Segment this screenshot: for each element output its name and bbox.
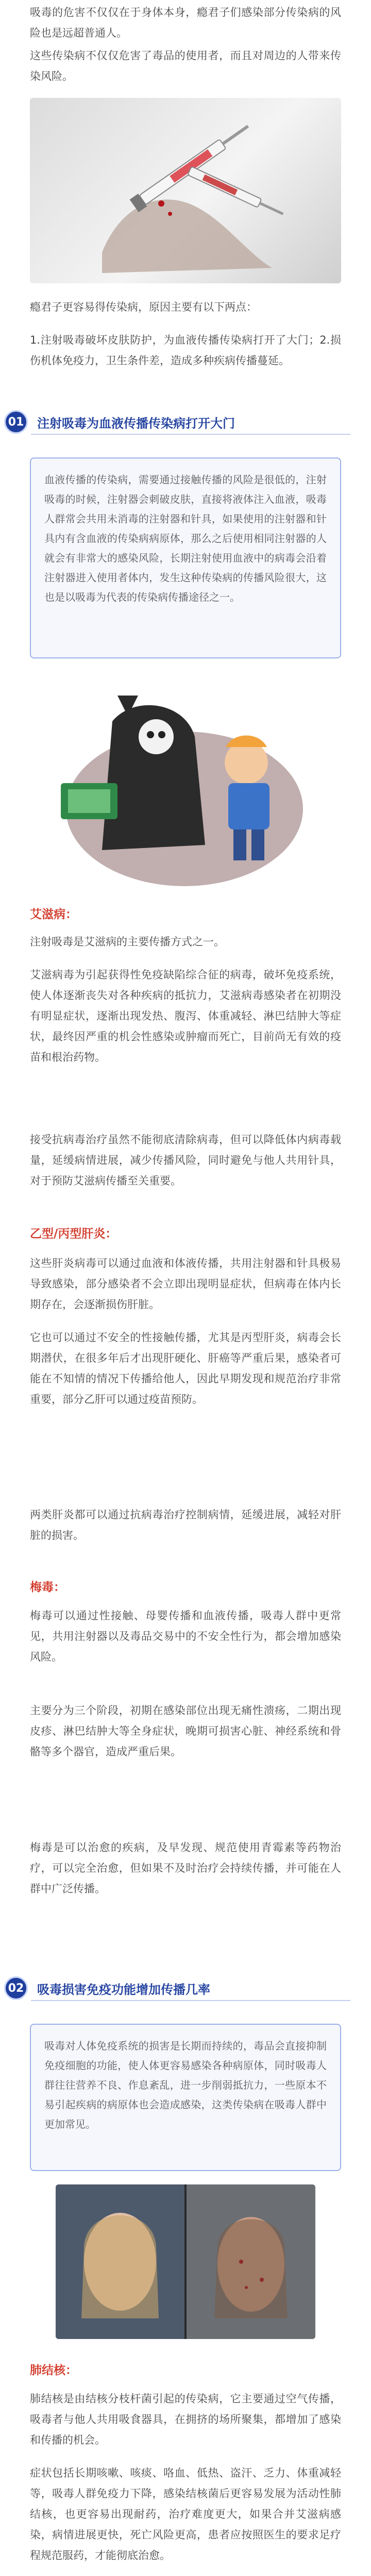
section-2-title: 吸毒损害免疫功能增加传播几率: [37, 1982, 210, 1997]
syphilis-paragraph-2: 主要分为三个阶段，初期在感染部位出现无痛性溃疡，二期出现皮疹、淋巴结肿大等全身症状，晚期可损害心脏、神经系统和骨骼等多个器官，造成严重后果。: [30, 1704, 341, 1758]
face-comparison-icon: [56, 2184, 315, 2339]
hiv-paragraph-1: 注射吸毒是艾滋病的主要传播方式之一。: [30, 936, 225, 948]
intro-paragraph-2: 这些传染病不仅仅危害了毒品的使用者，而且对周边的人带来传染风险。: [30, 49, 341, 82]
hepatitis-paragraph-3: 两类肝炎都可以通过抗病毒治疗控制病情，延缓进展，减轻对肝脏的损害。: [30, 1509, 341, 1541]
hepatitis-paragraph-2: 它也可以通过不安全的性接触传播，尤其是丙型肝炎，病毒会长期潜伏，在很多年后才出现肝硬化、肝癌等严重后果，感染者可能在不知情的情况下传播给他人，因此早期发现和规范治疗非常重要，部分乙肝可以通过疫苗预防。: [30, 1331, 341, 1405]
section-2-header: [0, 1974, 371, 2002]
syringe-hand-icon: [30, 98, 341, 283]
hepatitis-title: 乙型/丙型肝炎：: [30, 1227, 117, 1241]
summary-lead: 瘾君子更容易得传染病，原因主要有以下两点：: [30, 301, 257, 313]
section-2-divider: [31, 2000, 350, 2001]
tb-paragraph-1: 肺结核是由结核分枝杆菌引起的传染病，它主要通过空气传播，吸毒者与他人共用吸食器具，在拥挤的场所聚集，都增加了感染和传播的机会。: [30, 2393, 341, 2446]
section-1-divider: [31, 434, 350, 435]
summary-points: 1.注射吸毒破坏皮肤防护，为血液传播传染病打开了大门；2.损伤机体免疫力，卫生条件差，造成多种疾病传播蔓延。: [30, 334, 341, 367]
hepatitis-paragraph-1: 这些肝炎病毒可以通过血液和体液传播，共用注射器和针具极易导致感染，部分感染者不会立即出现明显症状，但病毒在体内长期存在，会逐渐损伤肝脏。: [30, 1257, 341, 1311]
tb-paragraph-2: 症状包括长期咳嗽、咳痰、咯血、低热、盗汗、乏力、体重减轻等，吸毒人群免疫力下降，感染结核菌后更容易发展为活动性肺结核，也更容易出现耐药，治疗难度更大，如果合并艾滋病感染，病情进展更快，死亡风险更高，患者应按照医生的要求足疗程规范服药，才能彻底治愈。: [30, 2467, 341, 2562]
section-2-quote: 吸毒对人体免疫系统的损害是长期而持续的，毒品会直接抑制免疫细胞的功能，使人体更容易感染各种病原体，同时吸毒人群往往营养不良、作息紊乱，进一步削弱抵抗力，一些原本不易引起疾病的病原体也会造成感染，这类传染病在吸毒人群中更加常见。: [30, 2024, 341, 2171]
section-1-number: 01: [4, 410, 28, 434]
hiv-title: 艾滋病：: [30, 908, 77, 921]
syphilis-paragraph-3: 梅毒是可以治愈的疾病，及早发现、规范使用青霉素等药物治疗，可以完全治愈，但如果不及时治疗会持续传播，并可能在人群中广泛传播。: [30, 1841, 341, 1895]
syphilis-title: 梅毒：: [30, 1581, 65, 1594]
section-2-number: 02: [4, 1976, 28, 2000]
death-cartoon-image: [30, 675, 341, 891]
section-1-header: [0, 408, 371, 436]
intro-paragraph-1: 吸毒的危害不仅仅在于身体本身，瘾君子们感染部分传染病的风险也是远超普通人。: [30, 6, 341, 39]
hiv-paragraph-2: 艾滋病毒为引起获得性免疫缺陷综合征的病毒，破坏免疫系统，使人体逐渐丧失对各种疾病的抵抗力，艾滋病毒感染者在初期没有明显症状，逐渐出现发热、腹泻、体重减轻、淋巴结肿大等症状，最终因严重的机会性感染或肿瘤而死亡，目前尚无有效的疫苗和根治药物。: [30, 969, 341, 1063]
section-1-title: 注射吸毒为血液传播传染病打开大门: [37, 416, 235, 431]
tb-title: 肺结核：: [30, 2364, 77, 2377]
section-1-quote: 血液传播的传染病，需要通过接触传播的风险是很低的，注射吸毒的时候，注射器会刺破皮肤，直接将液体注入血液，吸毒人群常会共用未消毒的注射器和针具，如果使用的注射器和针具内有含血液的传染病病原体，那么之后使用相同注射器的人就会有非常大的感染风险，长期注射使用血液中的病毒会沿着注射器进入使用者体内，发生这种传染病的传播风险很大，这也是以吸毒为代表的传染病传播途径之一。: [30, 457, 341, 658]
syphilis-paragraph-1: 梅毒可以通过性接触、母婴传播和血液传播，吸毒人群中更常见，共用注射器以及毒品交易中的不安全性行为，都会增加感染风险。: [30, 1609, 341, 1663]
hiv-paragraph-3: 接受抗病毒治疗虽然不能彻底清除病毒，但可以降低体内病毒载量，延缓病情进展，减少传播风险，同时避免与他人共用针具，对于预防艾滋病传播至关重要。: [30, 1133, 341, 1187]
grim-reaper-icon: [30, 675, 341, 891]
hero-syringe-image: [30, 98, 341, 283]
before-after-photo: [56, 2184, 315, 2339]
